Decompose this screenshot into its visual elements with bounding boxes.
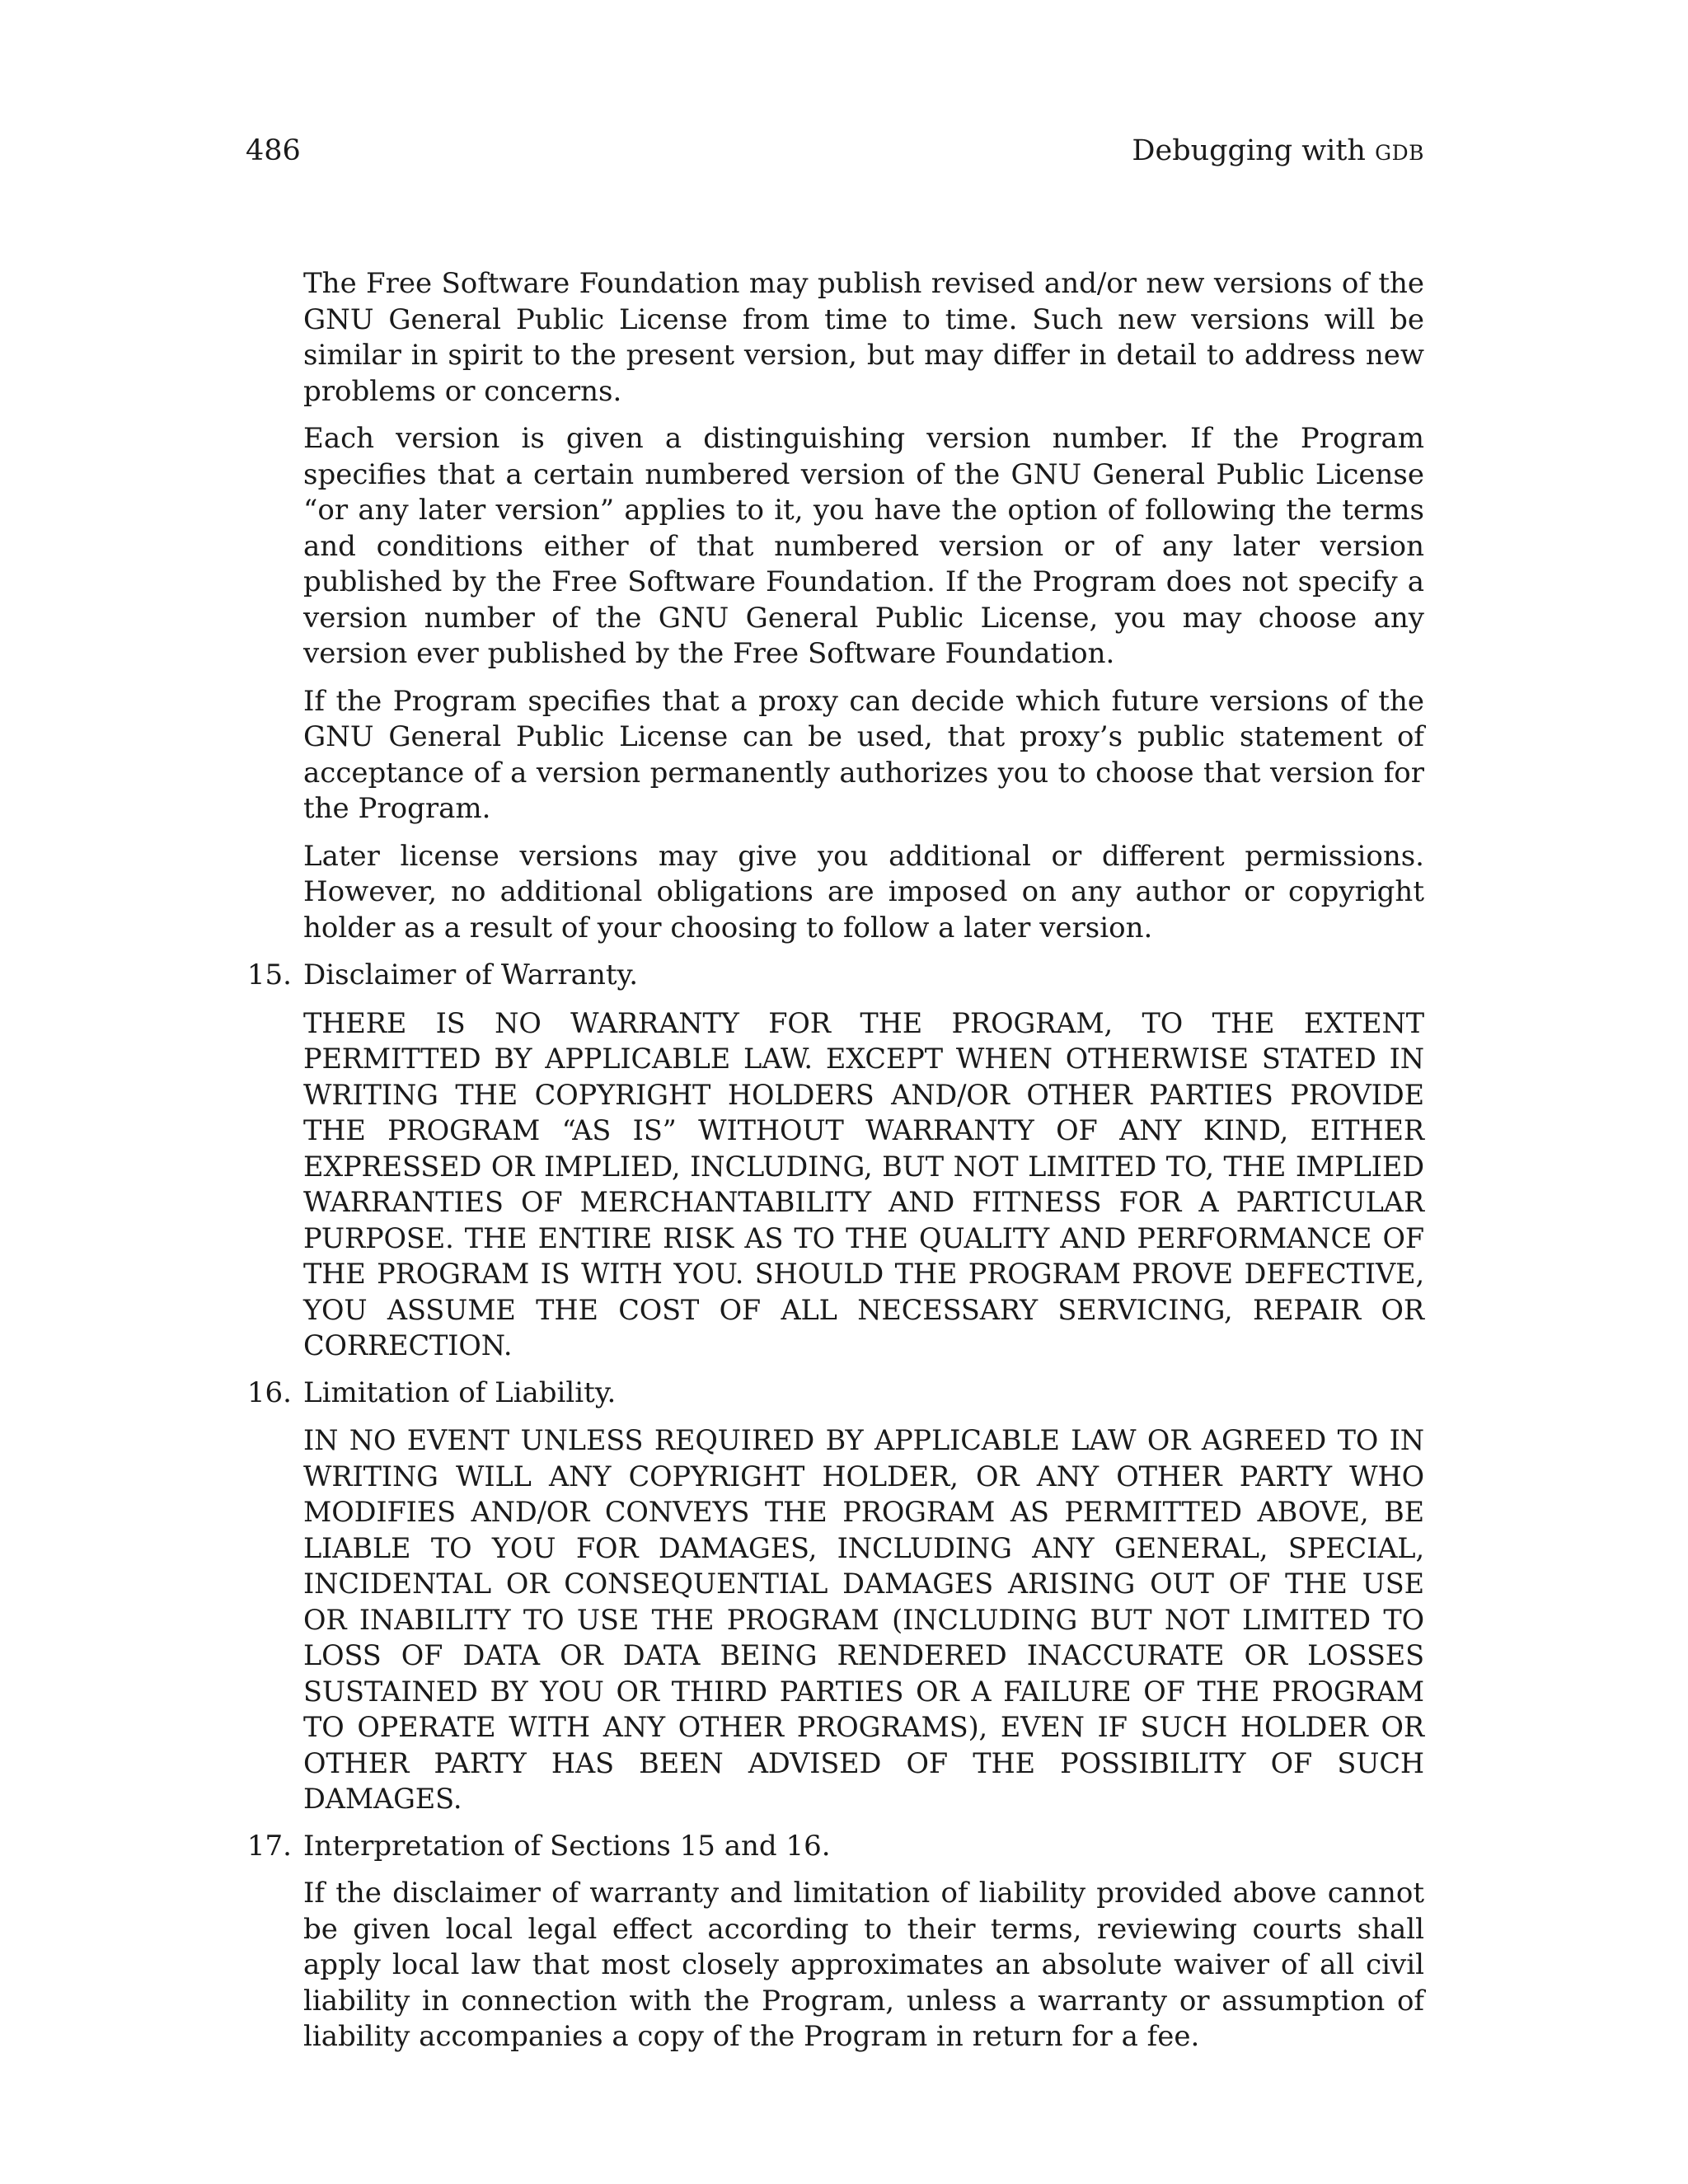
paragraph-version-number: Each version is given a distinguishing version number. If the Program specifies that a certain numbered version of the GNU General Public License “or any later version” applies to it, you have the option of following the terms and conditions either of that numbered version or of any later version published by the Free Software Foundation. If the Program does not specify a version number of the GNU General Public License, you may choose any version ever published by the Free Software Foundation. (303, 422, 1424, 670)
item-heading: Limitation of Liability. (303, 1376, 617, 1409)
interpretation-text: If the disclaimer of warranty and limitation of liability provided above cannot be given local legal effect according to their terms, reviewing courts shall apply local law that most closely approximates an absolute waiver of all civil liability in connection with the Program, unless a warranty or assumption of liability accompanies a copy of the Program in return for a fee. (303, 1877, 1424, 2053)
paragraph-later-versions: Later license versions may give you additional or different permissions. However, no additional obligations are imposed on any author or copyright holder as a result of your choosing to follow a later version. (303, 839, 1424, 944)
list-item-15-heading (246, 958, 1424, 994)
item-number: 16. (246, 1376, 292, 1409)
list-item-17-heading (246, 1829, 1424, 1865)
paragraph-proxy: If the Program specifies that a proxy can decide which future versions of the GNU General Public License can be used, that proxy’s public statement of acceptance of a version permanently authorizes you to choose that version for the Program. (303, 684, 1424, 825)
running-title (1132, 130, 1424, 171)
running-title-text: Debugging with (1132, 134, 1376, 167)
page-number: 486 (246, 134, 301, 167)
item-heading: Disclaimer of Warranty. (303, 958, 639, 991)
limitation-of-liability-text: IN NO EVENT UNLESS REQUIRED BY APPLICABLE LAW OR AGREED TO IN WRITING WILL ANY COPYRIGHT HOLDER, OR ANY OTHER PARTY WHO MODIFIES AND/OR CONVEYS THE PROGRAM AS PERMITTED ABOVE, BE LIABLE TO YOU FOR DAMAGES, INCLUDING ANY GENERAL, SPECIAL, INCIDENTAL OR CONSEQUENTIAL DAMAGES ARISING OUT OF THE USE OR INABILITY TO USE THE PROGRAM (INCLUDING BUT NOT LIMITED TO LOSS OF DATA OR DATA BEING RENDERED INACCURATE OR LOSSES SUSTAINED BY YOU OR THIRD PARTIES OR A FAILURE OF THE PROGRAM TO OPERATE WITH ANY OTHER PROGRAMS), EVEN IF SUCH HOLDER OR OTHER PARTY HAS BEEN ADVISED OF THE POSSIBILITY OF SUCH DAMAGES. (303, 1424, 1424, 1815)
item-number: 15. (246, 958, 292, 991)
page-header (246, 130, 1424, 171)
item-heading: Interpretation of Sections 15 and 16. (303, 1829, 831, 1863)
item-number: 17. (246, 1829, 292, 1863)
disclaimer-of-warranty-text: THERE IS NO WARRANTY FOR THE PROGRAM, TO THE EXTENT PERMITTED BY APPLICABLE LAW. EXCEPT WHEN OTHERWISE STATED IN WRITING THE COPYRIGHT HOLDERS AND/OR OTHER PARTIES PROVIDE THE PROGRAM “AS IS” WITHOUT WARRANTY OF ANY KIND, EITHER EXPRESSED OR IMPLIED, INCLUDING, BUT NOT LIMITED TO, THE IMPLIED WARRANTIES OF MERCHANTABILITY AND FITNESS FOR A PARTICULAR PURPOSE. THE ENTIRE RISK AS TO THE QUALITY AND PERFORMANCE OF THE PROGRAM IS WITH YOU. SHOULD THE PROGRAM PROVE DEFECTIVE, YOU ASSUME THE COST OF ALL NECESSARY SERVICING, REPAIR OR CORRECTION. (303, 1006, 1424, 1361)
page-body (246, 266, 1424, 2067)
running-title-gdb: gdb (1375, 134, 1424, 167)
list-item-16-heading (246, 1376, 1424, 1412)
paragraph-revised-versions: The Free Software Foundation may publish revised and/or new versions of the GNU General Public License from time to time. Such new versions will be similar in spirit to the present version, but may differ in detail to address new problems or concerns. (303, 267, 1424, 408)
